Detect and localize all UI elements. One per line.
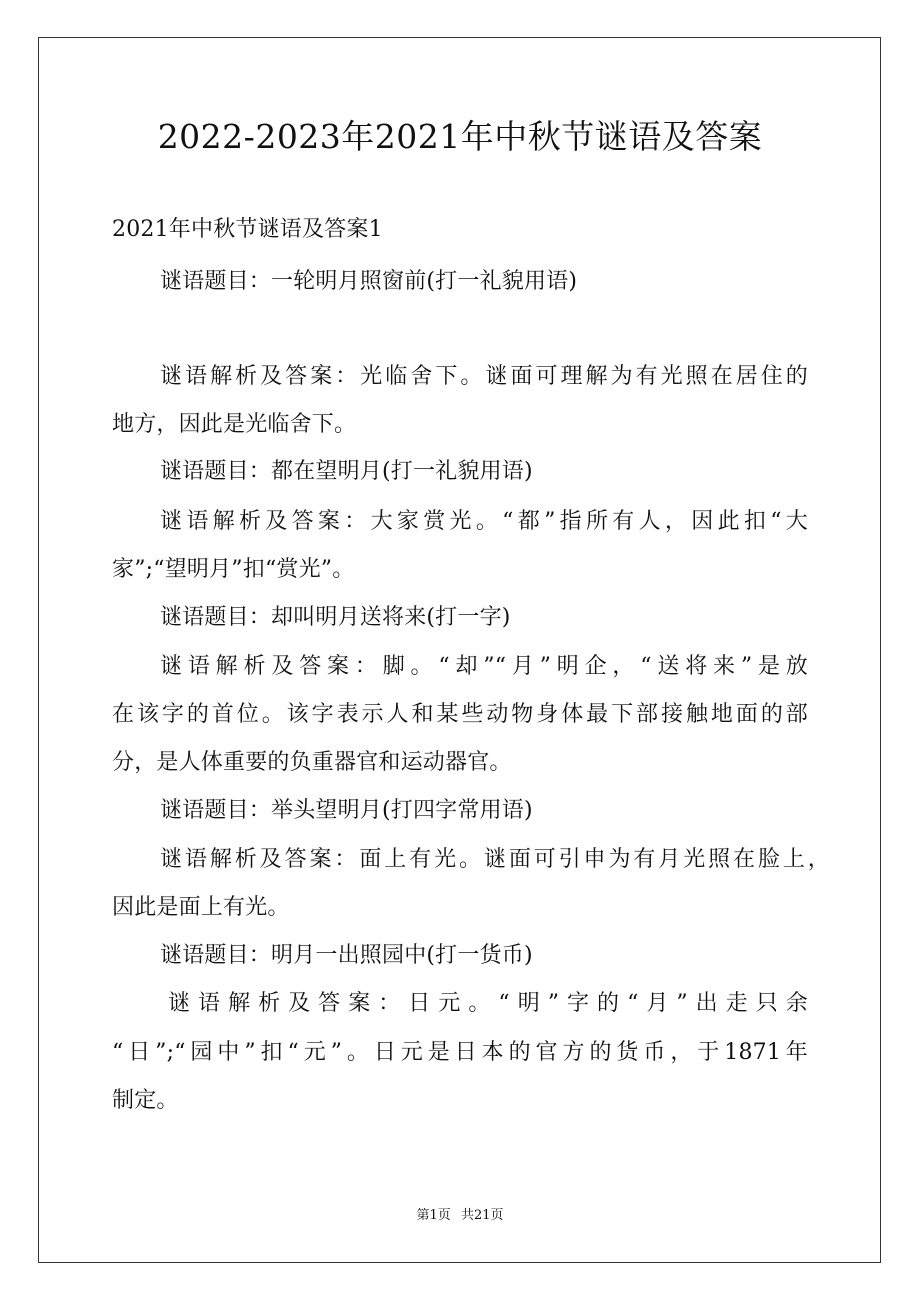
riddle-answer-line: 因此是面上有光。 xyxy=(112,895,290,920)
riddle-answer-line: 谜语解析及答案：光临舍下。谜面可理解为有光照在居住的 xyxy=(160,364,808,389)
riddle-answer-line: 在该字的首位。该字表示人和某些动物身体最下部接触地面的部 xyxy=(112,702,808,727)
riddle-answer-line: 谜语解析及答案：日元。“明”字的“月”出走只余 xyxy=(168,991,808,1016)
riddle-question: 谜语题目：举头望明月(打四字常用语) xyxy=(160,798,533,823)
riddle-question: 谜语题目：都在望明月(打一礼貌用语) xyxy=(160,459,533,484)
page-number: 第1页 xyxy=(416,1208,451,1223)
riddle-question: 谜语题目：一轮明月照窗前(打一礼貌用语) xyxy=(160,269,578,294)
page-footer xyxy=(0,1207,920,1225)
riddle-answer-line: 制定。 xyxy=(112,1088,179,1113)
riddle-answer-line: 分，是人体重要的负重器官和运动器官。 xyxy=(112,750,512,775)
document-title: 2022-2023年2021年中秋节谜语及答案 xyxy=(157,117,763,156)
riddle-answer-line: “日”;“园中”扣“元”。日元是日本的官方的货币，于1871年 xyxy=(112,1040,808,1065)
riddle-answer-line: 家”;“望明月”扣“赏光”。 xyxy=(112,557,355,582)
riddle-answer-line: 谜语解析及答案：面上有光。谜面可引申为有月光照在脸上， xyxy=(160,847,830,872)
riddle-question: 谜语题目：明月一出照园中(打一货币) xyxy=(160,943,533,968)
riddle-question: 谜语题目：却叫明月送将来(打一字) xyxy=(160,605,511,630)
riddle-answer-line: 谜语解析及答案：脚。“却”“月”明企，“送将来”是放 xyxy=(160,654,808,679)
section-heading: 2021年中秋节谜语及答案1 xyxy=(112,217,383,242)
page-total: 共21页 xyxy=(460,1208,504,1223)
riddle-answer-line: 谜语解析及答案：大家赏光。“都”指所有人，因此扣“大 xyxy=(160,509,808,534)
riddle-answer-line: 地方，因此是光临舍下。 xyxy=(112,412,357,437)
